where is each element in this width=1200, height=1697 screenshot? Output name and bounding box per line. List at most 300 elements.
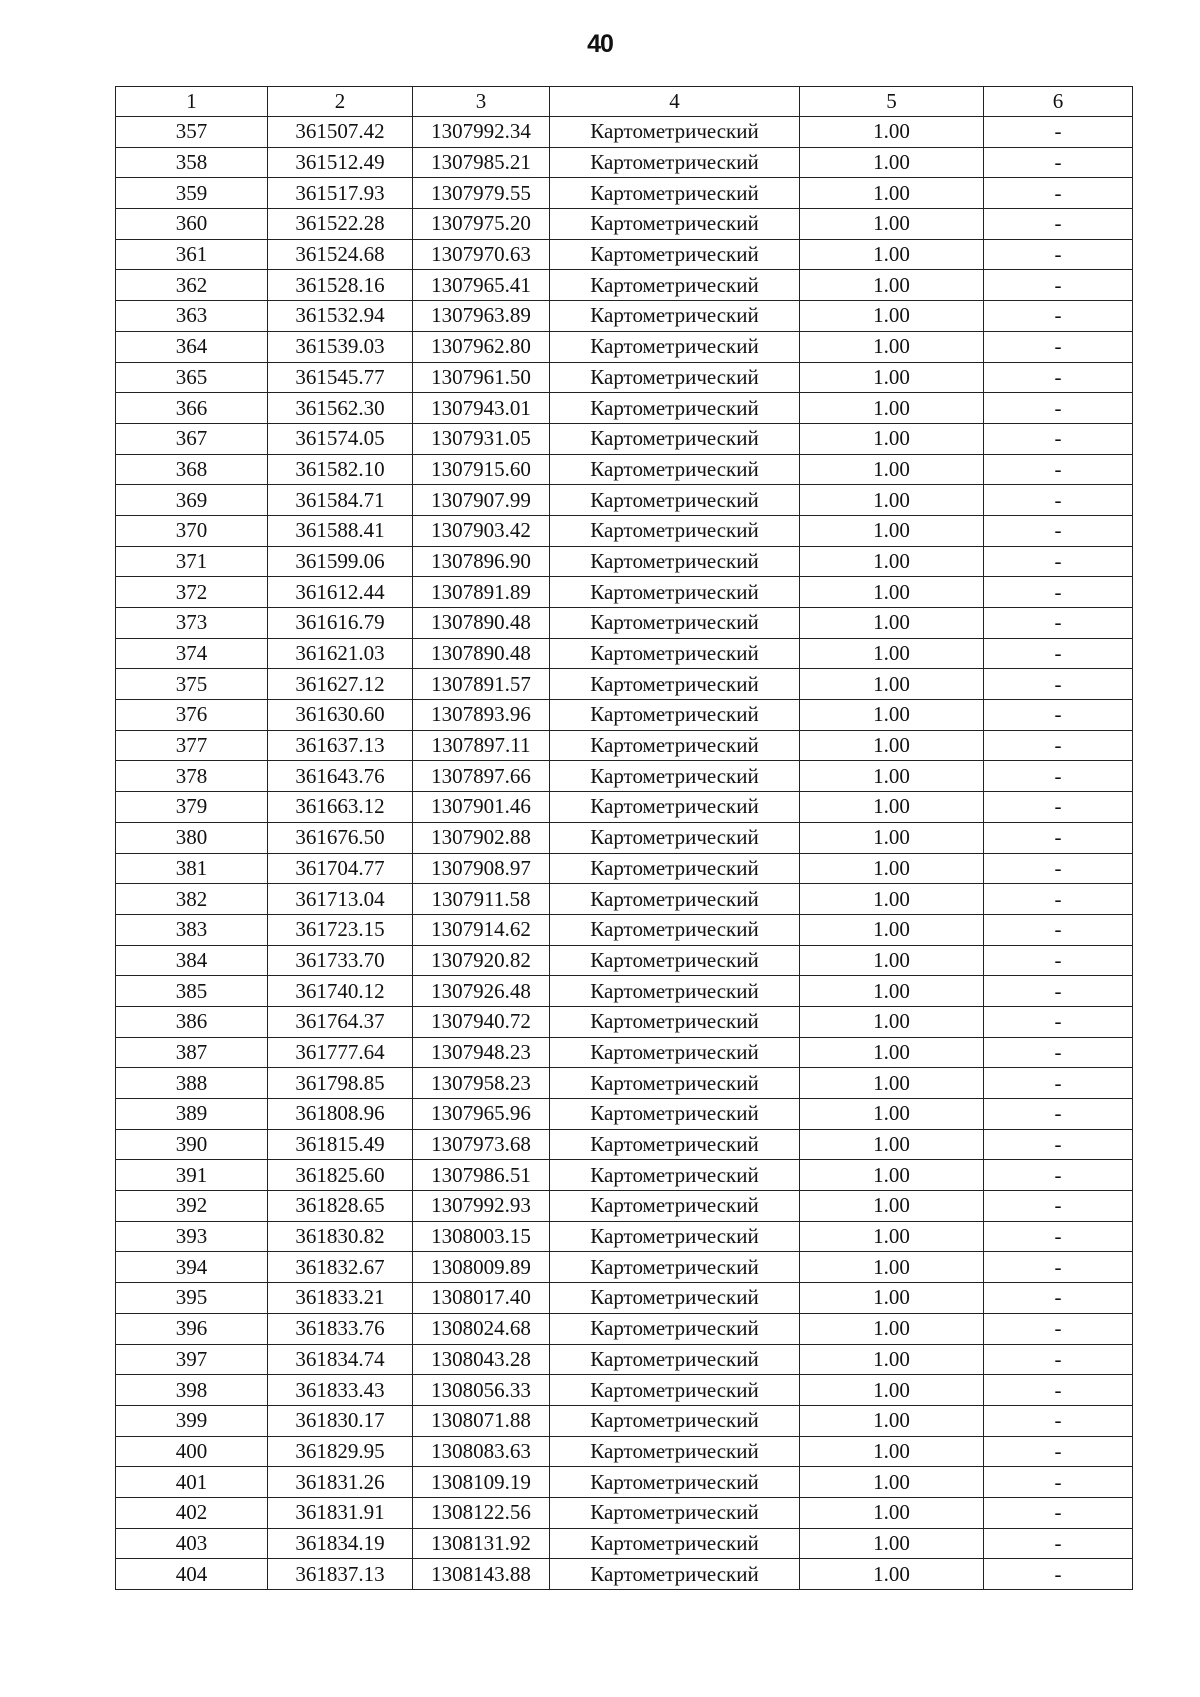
y-coordinate-cell: 1308017.40 [413,1283,550,1314]
accuracy-cell: 1.00 [800,515,984,546]
table-row [116,945,1133,976]
method-cell: Картометрический [550,546,800,577]
accuracy-cell: 1.00 [800,914,984,945]
point-number-cell: 397 [116,1344,268,1375]
accuracy-cell: 1.00 [800,485,984,516]
y-coordinate-cell: 1308071.88 [413,1405,550,1436]
accuracy-cell: 1.00 [800,1283,984,1314]
table-row [116,147,1133,178]
table-row [116,1037,1133,1068]
point-number-cell: 379 [116,792,268,823]
y-coordinate-cell: 1307963.89 [413,301,550,332]
x-coordinate-cell: 361528.16 [268,270,413,301]
accuracy-cell: 1.00 [800,362,984,393]
method-cell: Картометрический [550,178,800,209]
y-coordinate-cell: 1307908.97 [413,853,550,884]
x-coordinate-cell: 361637.13 [268,730,413,761]
note-cell: - [984,1405,1133,1436]
y-coordinate-cell: 1307970.63 [413,239,550,270]
method-cell: Картометрический [550,945,800,976]
method-cell: Картометрический [550,1436,800,1467]
x-coordinate-cell: 361643.76 [268,761,413,792]
y-coordinate-cell: 1307926.48 [413,976,550,1007]
accuracy-cell: 1.00 [800,1160,984,1191]
y-coordinate-cell: 1308122.56 [413,1497,550,1528]
point-number-cell: 366 [116,393,268,424]
column-header: 2 [268,87,413,117]
point-number-cell: 381 [116,853,268,884]
note-cell: - [984,1467,1133,1498]
method-cell: Картометрический [550,1037,800,1068]
note-cell: - [984,1344,1133,1375]
column-header: 5 [800,87,984,117]
x-coordinate-cell: 361522.28 [268,209,413,240]
accuracy-cell: 1.00 [800,1129,984,1160]
method-cell: Картометрический [550,1283,800,1314]
x-coordinate-cell: 361798.85 [268,1068,413,1099]
y-coordinate-cell: 1308056.33 [413,1375,550,1406]
accuracy-cell: 1.00 [800,792,984,823]
y-coordinate-cell: 1308143.88 [413,1559,550,1590]
method-cell: Картометрический [550,1344,800,1375]
table-row [116,1191,1133,1222]
x-coordinate-cell: 361833.21 [268,1283,413,1314]
note-cell: - [984,454,1133,485]
point-number-cell: 370 [116,515,268,546]
method-cell: Картометрический [550,454,800,485]
page-number: 40 [587,30,613,58]
y-coordinate-cell: 1307890.48 [413,608,550,639]
method-cell: Картометрический [550,792,800,823]
note-cell: - [984,147,1133,178]
x-coordinate-cell: 361676.50 [268,822,413,853]
accuracy-cell: 1.00 [800,822,984,853]
note-cell: - [984,1221,1133,1252]
y-coordinate-cell: 1308131.92 [413,1528,550,1559]
x-coordinate-cell: 361834.19 [268,1528,413,1559]
point-number-cell: 359 [116,178,268,209]
note-cell: - [984,792,1133,823]
coordinates-table [115,86,1133,1590]
y-coordinate-cell: 1307891.89 [413,577,550,608]
x-coordinate-cell: 361574.05 [268,423,413,454]
accuracy-cell: 1.00 [800,301,984,332]
table-row [116,331,1133,362]
method-cell: Картометрический [550,638,800,669]
table-body [116,117,1133,1590]
point-number-cell: 362 [116,270,268,301]
table-row [116,1467,1133,1498]
note-cell: - [984,301,1133,332]
y-coordinate-cell: 1307975.20 [413,209,550,240]
x-coordinate-cell: 361831.91 [268,1497,413,1528]
x-coordinate-cell: 361517.93 [268,178,413,209]
y-coordinate-cell: 1307948.23 [413,1037,550,1068]
note-cell: - [984,485,1133,516]
accuracy-cell: 1.00 [800,884,984,915]
y-coordinate-cell: 1307920.82 [413,945,550,976]
note-cell: - [984,1436,1133,1467]
x-coordinate-cell: 361829.95 [268,1436,413,1467]
table-row [116,608,1133,639]
note-cell: - [984,546,1133,577]
accuracy-cell: 1.00 [800,178,984,209]
x-coordinate-cell: 361723.15 [268,914,413,945]
point-number-cell: 400 [116,1436,268,1467]
x-coordinate-cell: 361524.68 [268,239,413,270]
y-coordinate-cell: 1307973.68 [413,1129,550,1160]
point-number-cell: 373 [116,608,268,639]
x-coordinate-cell: 361562.30 [268,393,413,424]
method-cell: Картометрический [550,884,800,915]
note-cell: - [984,853,1133,884]
accuracy-cell: 1.00 [800,1252,984,1283]
accuracy-cell: 1.00 [800,209,984,240]
note-cell: - [984,1099,1133,1130]
accuracy-cell: 1.00 [800,1528,984,1559]
point-number-cell: 375 [116,669,268,700]
table-row [116,700,1133,731]
note-cell: - [984,178,1133,209]
y-coordinate-cell: 1307914.62 [413,914,550,945]
table-row [116,546,1133,577]
note-cell: - [984,608,1133,639]
accuracy-cell: 1.00 [800,147,984,178]
point-number-cell: 357 [116,117,268,148]
point-number-cell: 395 [116,1283,268,1314]
table-row [116,792,1133,823]
accuracy-cell: 1.00 [800,1559,984,1590]
x-coordinate-cell: 361599.06 [268,546,413,577]
accuracy-cell: 1.00 [800,577,984,608]
table-row [116,393,1133,424]
note-cell: - [984,577,1133,608]
point-number-cell: 380 [116,822,268,853]
point-number-cell: 394 [116,1252,268,1283]
table-row [116,1497,1133,1528]
accuracy-cell: 1.00 [800,1099,984,1130]
accuracy-cell: 1.00 [800,546,984,577]
x-coordinate-cell: 361512.49 [268,147,413,178]
table-row [116,884,1133,915]
method-cell: Картометрический [550,976,800,1007]
table-row [116,178,1133,209]
accuracy-cell: 1.00 [800,669,984,700]
x-coordinate-cell: 361833.76 [268,1313,413,1344]
y-coordinate-cell: 1307897.11 [413,730,550,761]
note-cell: - [984,638,1133,669]
table-row [116,515,1133,546]
x-coordinate-cell: 361545.77 [268,362,413,393]
note-cell: - [984,822,1133,853]
x-coordinate-cell: 361663.12 [268,792,413,823]
table-row [116,270,1133,301]
note-cell: - [984,331,1133,362]
note-cell: - [984,1283,1133,1314]
point-number-cell: 364 [116,331,268,362]
y-coordinate-cell: 1307893.96 [413,700,550,731]
note-cell: - [984,976,1133,1007]
method-cell: Картометрический [550,1252,800,1283]
method-cell: Картометрический [550,1006,800,1037]
y-coordinate-cell: 1307931.05 [413,423,550,454]
y-coordinate-cell: 1307901.46 [413,792,550,823]
method-cell: Картометрический [550,147,800,178]
y-coordinate-cell: 1307903.42 [413,515,550,546]
method-cell: Картометрический [550,1068,800,1099]
accuracy-cell: 1.00 [800,239,984,270]
x-coordinate-cell: 361584.71 [268,485,413,516]
note-cell: - [984,239,1133,270]
note-cell: - [984,1559,1133,1590]
x-coordinate-cell: 361808.96 [268,1099,413,1130]
accuracy-cell: 1.00 [800,331,984,362]
table-row [116,761,1133,792]
point-number-cell: 392 [116,1191,268,1222]
x-coordinate-cell: 361507.42 [268,117,413,148]
point-number-cell: 385 [116,976,268,1007]
point-number-cell: 368 [116,454,268,485]
note-cell: - [984,270,1133,301]
table-row [116,730,1133,761]
note-cell: - [984,1006,1133,1037]
point-number-cell: 367 [116,423,268,454]
accuracy-cell: 1.00 [800,423,984,454]
x-coordinate-cell: 361616.79 [268,608,413,639]
x-coordinate-cell: 361532.94 [268,301,413,332]
accuracy-cell: 1.00 [800,454,984,485]
note-cell: - [984,945,1133,976]
accuracy-cell: 1.00 [800,945,984,976]
y-coordinate-cell: 1307958.23 [413,1068,550,1099]
table-row [116,301,1133,332]
x-coordinate-cell: 361733.70 [268,945,413,976]
accuracy-cell: 1.00 [800,1037,984,1068]
x-coordinate-cell: 361830.17 [268,1405,413,1436]
method-cell: Картометрический [550,669,800,700]
method-cell: Картометрический [550,700,800,731]
point-number-cell: 386 [116,1006,268,1037]
table-row [116,914,1133,945]
point-number-cell: 387 [116,1037,268,1068]
column-header: 4 [550,87,800,117]
note-cell: - [984,1037,1133,1068]
point-number-cell: 363 [116,301,268,332]
method-cell: Картометрический [550,1313,800,1344]
note-cell: - [984,362,1133,393]
table-row [116,209,1133,240]
method-cell: Картометрический [550,1528,800,1559]
y-coordinate-cell: 1307965.96 [413,1099,550,1130]
table-row [116,423,1133,454]
x-coordinate-cell: 361828.65 [268,1191,413,1222]
note-cell: - [984,761,1133,792]
accuracy-cell: 1.00 [800,1375,984,1406]
note-cell: - [984,1375,1133,1406]
point-number-cell: 404 [116,1559,268,1590]
y-coordinate-cell: 1307907.99 [413,485,550,516]
x-coordinate-cell: 361630.60 [268,700,413,731]
method-cell: Картометрический [550,1099,800,1130]
method-cell: Картометрический [550,423,800,454]
table-row [116,1068,1133,1099]
point-number-cell: 393 [116,1221,268,1252]
method-cell: Картометрический [550,914,800,945]
table-row [116,239,1133,270]
table-row [116,454,1133,485]
x-coordinate-cell: 361815.49 [268,1129,413,1160]
accuracy-cell: 1.00 [800,853,984,884]
accuracy-cell: 1.00 [800,1497,984,1528]
y-coordinate-cell: 1307992.34 [413,117,550,148]
method-cell: Картометрический [550,822,800,853]
x-coordinate-cell: 361833.43 [268,1375,413,1406]
point-number-cell: 377 [116,730,268,761]
point-number-cell: 402 [116,1497,268,1528]
table-row [116,669,1133,700]
table-row [116,1559,1133,1590]
accuracy-cell: 1.00 [800,761,984,792]
note-cell: - [984,700,1133,731]
method-cell: Картометрический [550,608,800,639]
table-row [116,1436,1133,1467]
y-coordinate-cell: 1307911.58 [413,884,550,915]
y-coordinate-cell: 1307985.21 [413,147,550,178]
x-coordinate-cell: 361612.44 [268,577,413,608]
table-row [116,1405,1133,1436]
table-row [116,853,1133,884]
y-coordinate-cell: 1308009.89 [413,1252,550,1283]
point-number-cell: 403 [116,1528,268,1559]
note-cell: - [984,1497,1133,1528]
x-coordinate-cell: 361740.12 [268,976,413,1007]
point-number-cell: 378 [116,761,268,792]
accuracy-cell: 1.00 [800,1191,984,1222]
accuracy-cell: 1.00 [800,608,984,639]
accuracy-cell: 1.00 [800,730,984,761]
method-cell: Картометрический [550,1497,800,1528]
accuracy-cell: 1.00 [800,1221,984,1252]
table-row [116,1221,1133,1252]
note-cell: - [984,730,1133,761]
table-row [116,1160,1133,1191]
method-cell: Картометрический [550,730,800,761]
method-cell: Картометрический [550,515,800,546]
method-cell: Картометрический [550,393,800,424]
method-cell: Картометрический [550,1405,800,1436]
x-coordinate-cell: 361825.60 [268,1160,413,1191]
y-coordinate-cell: 1307986.51 [413,1160,550,1191]
y-coordinate-cell: 1308003.15 [413,1221,550,1252]
method-cell: Картометрический [550,1129,800,1160]
table-row [116,1313,1133,1344]
y-coordinate-cell: 1307965.41 [413,270,550,301]
method-cell: Картометрический [550,239,800,270]
x-coordinate-cell: 361588.41 [268,515,413,546]
note-cell: - [984,1191,1133,1222]
y-coordinate-cell: 1308024.68 [413,1313,550,1344]
note-cell: - [984,1129,1133,1160]
note-cell: - [984,1252,1133,1283]
point-number-cell: 374 [116,638,268,669]
method-cell: Картометрический [550,117,800,148]
method-cell: Картометрический [550,1221,800,1252]
y-coordinate-cell: 1307897.66 [413,761,550,792]
accuracy-cell: 1.00 [800,638,984,669]
note-cell: - [984,1313,1133,1344]
table-row [116,577,1133,608]
x-coordinate-cell: 361832.67 [268,1252,413,1283]
x-coordinate-cell: 361621.03 [268,638,413,669]
table-row [116,1099,1133,1130]
note-cell: - [984,209,1133,240]
y-coordinate-cell: 1307902.88 [413,822,550,853]
table-row [116,1006,1133,1037]
y-coordinate-cell: 1307992.93 [413,1191,550,1222]
accuracy-cell: 1.00 [800,976,984,1007]
x-coordinate-cell: 361539.03 [268,331,413,362]
y-coordinate-cell: 1307943.01 [413,393,550,424]
table-row [116,1344,1133,1375]
y-coordinate-cell: 1307890.48 [413,638,550,669]
table-row [116,1528,1133,1559]
point-number-cell: 365 [116,362,268,393]
method-cell: Картометрический [550,1375,800,1406]
x-coordinate-cell: 361627.12 [268,669,413,700]
accuracy-cell: 1.00 [800,1068,984,1099]
table-row [116,976,1133,1007]
accuracy-cell: 1.00 [800,1467,984,1498]
y-coordinate-cell: 1308083.63 [413,1436,550,1467]
y-coordinate-cell: 1307962.80 [413,331,550,362]
y-coordinate-cell: 1308043.28 [413,1344,550,1375]
table-row [116,1252,1133,1283]
point-number-cell: 372 [116,577,268,608]
accuracy-cell: 1.00 [800,270,984,301]
table-row [116,638,1133,669]
y-coordinate-cell: 1308109.19 [413,1467,550,1498]
table-row [116,1375,1133,1406]
column-header: 6 [984,87,1133,117]
method-cell: Картометрический [550,209,800,240]
y-coordinate-cell: 1307915.60 [413,454,550,485]
method-cell: Картометрический [550,1160,800,1191]
x-coordinate-cell: 361764.37 [268,1006,413,1037]
x-coordinate-cell: 361777.64 [268,1037,413,1068]
y-coordinate-cell: 1307961.50 [413,362,550,393]
point-number-cell: 360 [116,209,268,240]
method-cell: Картометрический [550,331,800,362]
accuracy-cell: 1.00 [800,700,984,731]
y-coordinate-cell: 1307940.72 [413,1006,550,1037]
note-cell: - [984,1160,1133,1191]
note-cell: - [984,423,1133,454]
method-cell: Картометрический [550,301,800,332]
point-number-cell: 383 [116,914,268,945]
point-number-cell: 376 [116,700,268,731]
point-number-cell: 358 [116,147,268,178]
y-coordinate-cell: 1307891.57 [413,669,550,700]
accuracy-cell: 1.00 [800,1436,984,1467]
point-number-cell: 401 [116,1467,268,1498]
accuracy-cell: 1.00 [800,1344,984,1375]
point-number-cell: 398 [116,1375,268,1406]
note-cell: - [984,515,1133,546]
x-coordinate-cell: 361713.04 [268,884,413,915]
note-cell: - [984,914,1133,945]
point-number-cell: 384 [116,945,268,976]
method-cell: Картометрический [550,1467,800,1498]
